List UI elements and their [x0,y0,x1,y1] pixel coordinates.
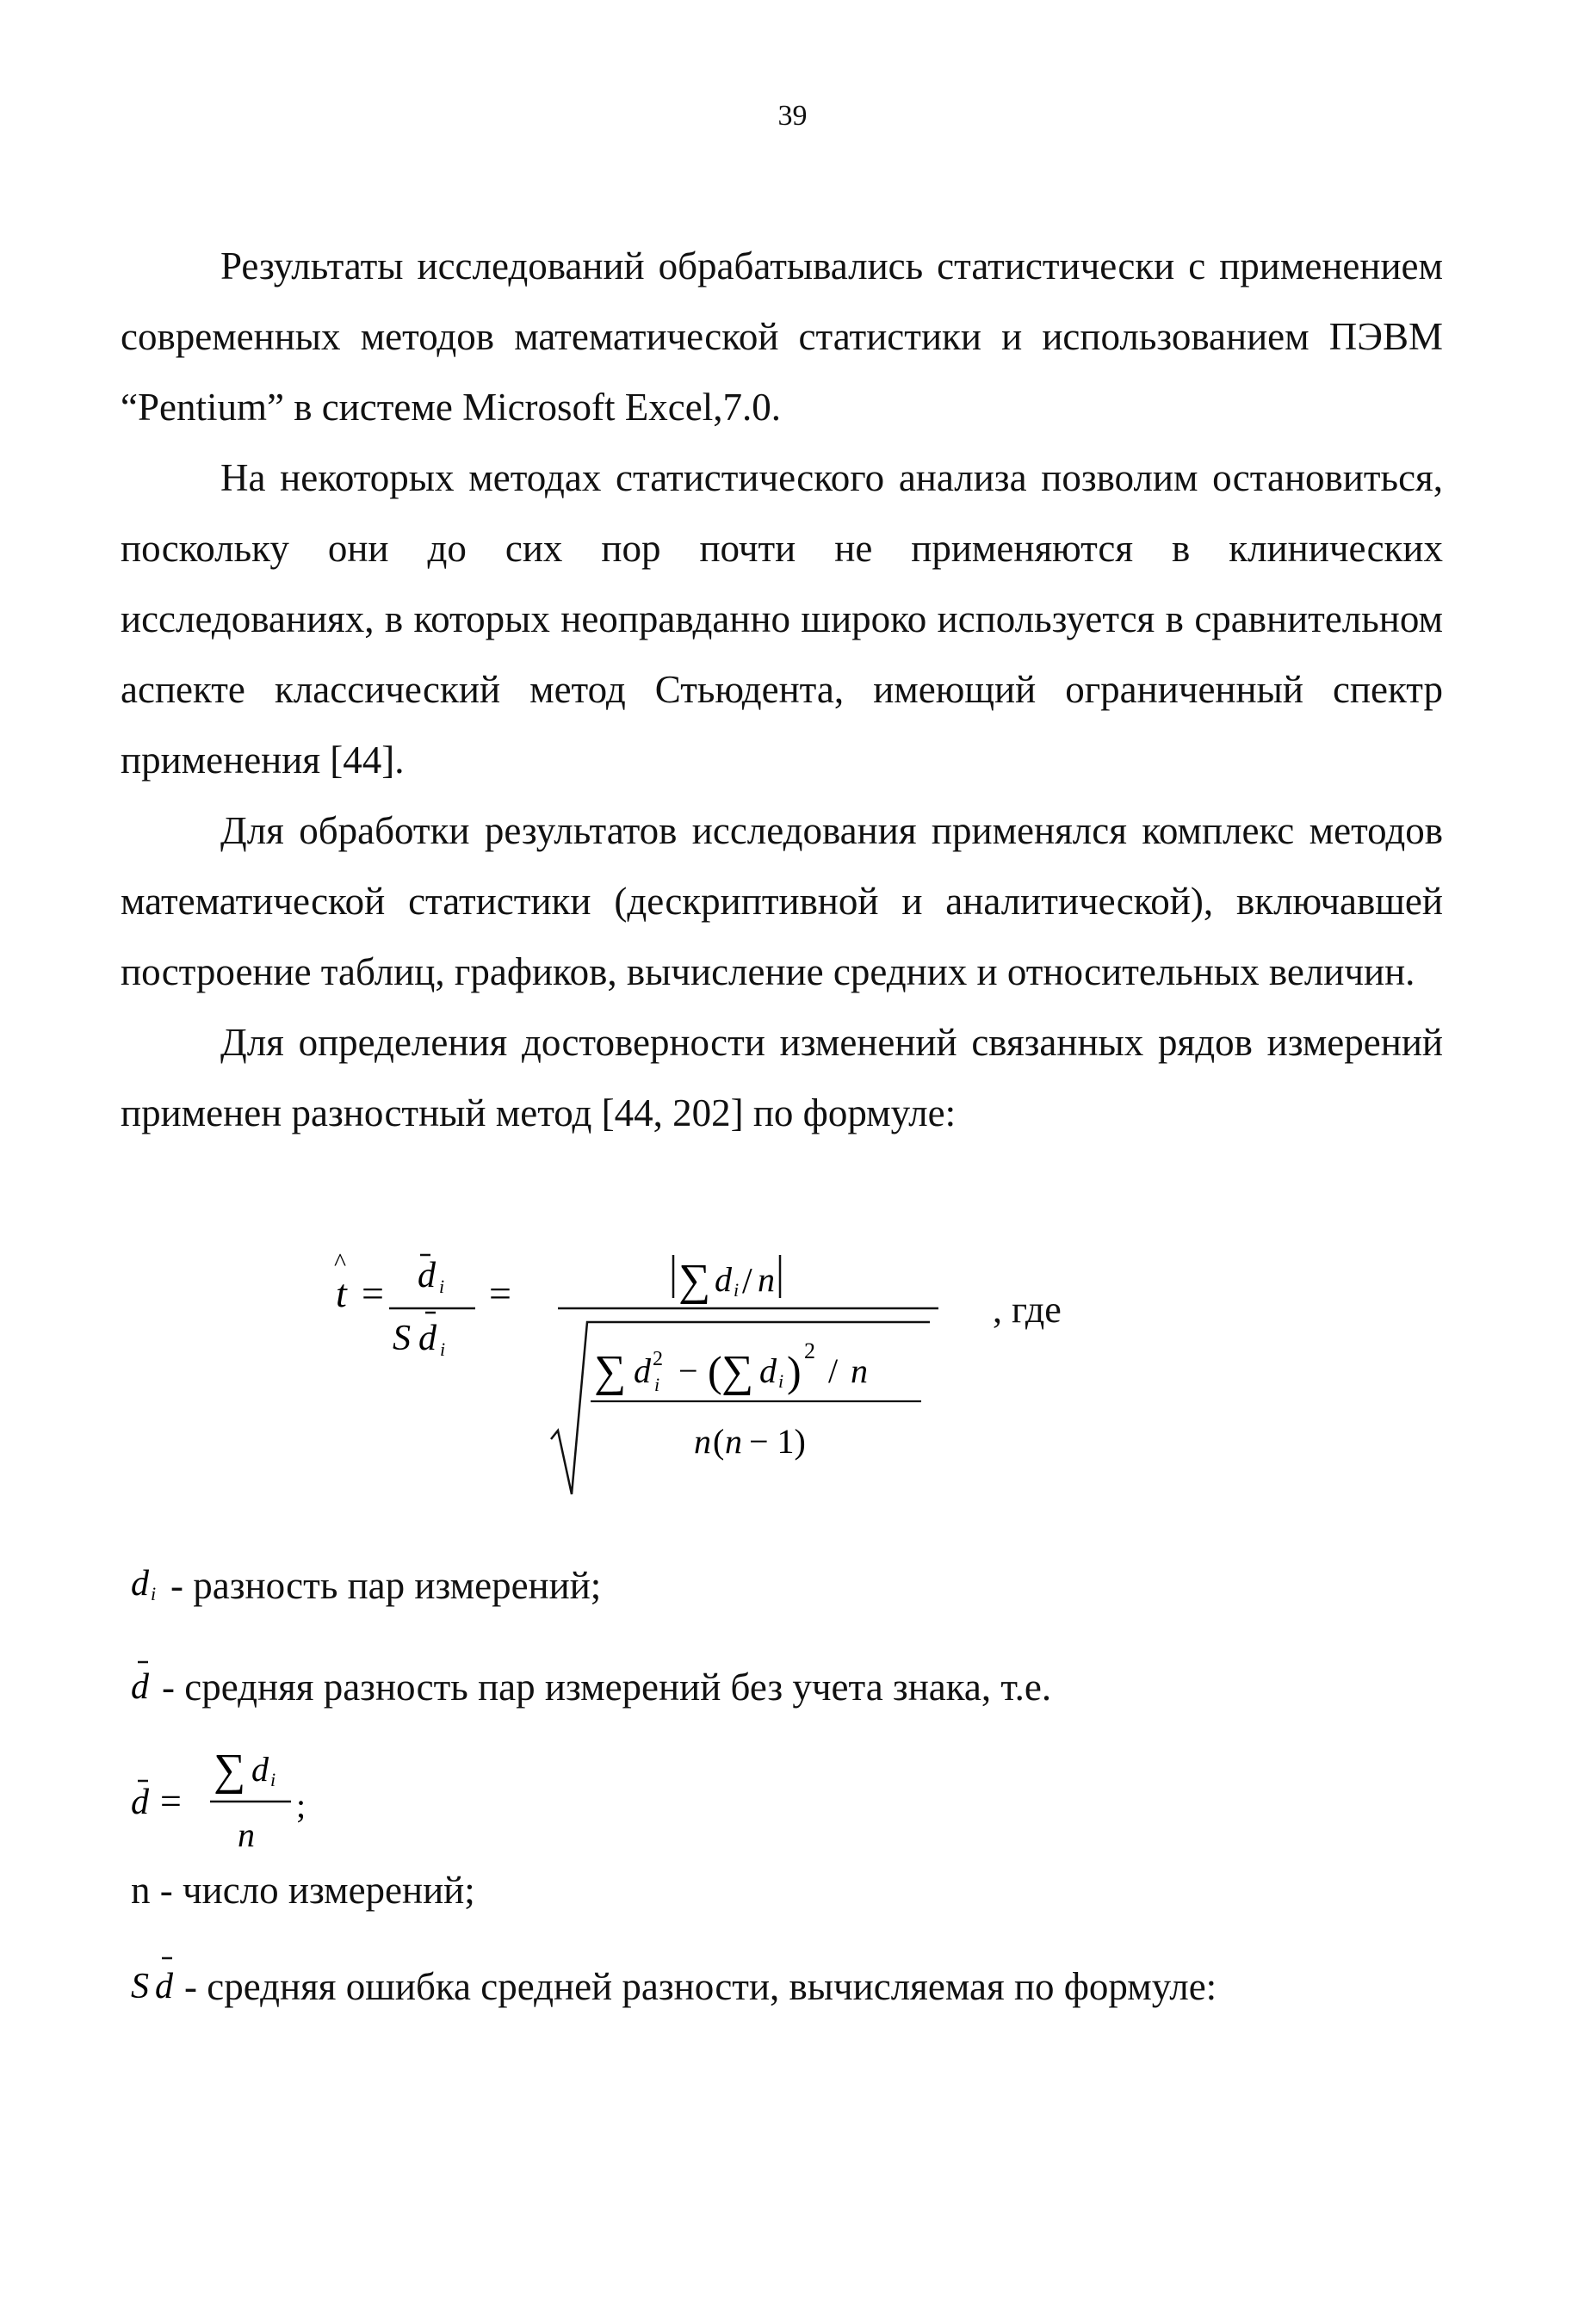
svg-text:;: ; [296,1786,306,1825]
svg-text:d: d [131,1667,149,1707]
svg-text:S: S [393,1319,411,1358]
formula-where-label: , где [993,1289,1062,1331]
definition-di [131,1562,601,1608]
svg-text:^: ^ [334,1248,347,1276]
sd-symbol [131,1951,184,2008]
svg-text:d: d [715,1260,732,1299]
paragraph-4: Для определения достоверности изменений связанных рядов измерений применен разностный метод [44, 202] по формуле: [121,1021,1443,1134]
svg-text:(: ( [713,1422,725,1461]
dbar-symbol [131,1657,162,1709]
svg-text:∑: ∑ [721,1347,754,1396]
definition-dbar-text: - средняя разность пар измерений без учета знака, т.е. [162,1666,1052,1709]
svg-text:i: i [778,1370,784,1392]
svg-text:(: ( [708,1347,722,1395]
svg-text:d: d [251,1750,269,1789]
svg-text:i: i [270,1769,276,1790]
svg-text:i: i [440,1338,446,1360]
svg-text:d: d [131,1783,149,1822]
svg-text:n: n [694,1422,711,1461]
svg-text:i: i [654,1374,660,1395]
svg-text:n: n [851,1351,868,1390]
definition-n-text: - число измерений; [159,1869,475,1912]
n-symbol: n [131,1869,151,1912]
svg-text:∑: ∑ [678,1256,711,1305]
paragraph-1: Результаты исследований обрабатывались статистически с применением современных методов математической статистики и использованием ПЭВМ “Pentium” в системе Microsoft Excel,7.0. [121,244,1443,429]
page-number: 39 [777,100,808,132]
svg-text:): ) [787,1347,802,1395]
svg-text:d: d [759,1351,777,1390]
svg-text:n: n [758,1260,775,1299]
svg-text:/: / [828,1351,839,1390]
dbar-formula [131,1734,355,1864]
svg-text:∑: ∑ [594,1347,627,1396]
definition-di-text: - разность пар измерений; [170,1564,602,1607]
svg-text:i: i [439,1276,445,1297]
definition-sd [131,1951,1217,2009]
svg-text:d: d [155,1967,173,2006]
svg-text:n: n [725,1422,742,1461]
svg-text:d: d [131,1564,149,1604]
difference-method-formula [336,1239,1111,1506]
definition-dbar [131,1657,1051,1709]
svg-text:=: = [362,1271,384,1315]
definition-sd-text: - средняя ошибка средней разности, вычисляемая по формуле: [184,1965,1217,2008]
svg-text:=: = [489,1271,511,1315]
svg-text:/: / [742,1262,752,1301]
svg-text:=: = [160,1780,182,1822]
svg-text:t: t [336,1271,347,1315]
svg-text:2: 2 [804,1338,815,1363]
svg-text:n: n [238,1815,255,1854]
definition-n [131,1868,475,1913]
svg-text:i: i [151,1583,157,1604]
svg-text:− 1): − 1) [749,1422,806,1461]
svg-text:S: S [131,1967,149,2006]
paragraph-2: На некоторых методах статистического анализа позволим остановиться, поскольку они до сих пор почти не применяются в клинических исследованиях, в которых неоправданно широко используется в сравнительном аспекте классический метод Стьюдента, имеющий ограниченный спектр применения [44]. [121,456,1443,782]
svg-text:d: d [418,1256,436,1295]
svg-text:d: d [634,1351,651,1390]
svg-text:2: 2 [653,1348,663,1370]
svg-text:−: − [678,1351,698,1390]
svg-text:i: i [734,1279,740,1301]
svg-text:d: d [418,1319,436,1358]
paragraph-3: Для обработки результатов исследования применялся комплекс методов математической статистики (дескриптивной и аналитической), включавшей построение таблиц, графиков, вычисление средних и относительных величин. [121,809,1443,993]
svg-text:∑: ∑ [214,1746,246,1795]
body-text [121,231,1443,1148]
di-symbol [131,1562,170,1605]
